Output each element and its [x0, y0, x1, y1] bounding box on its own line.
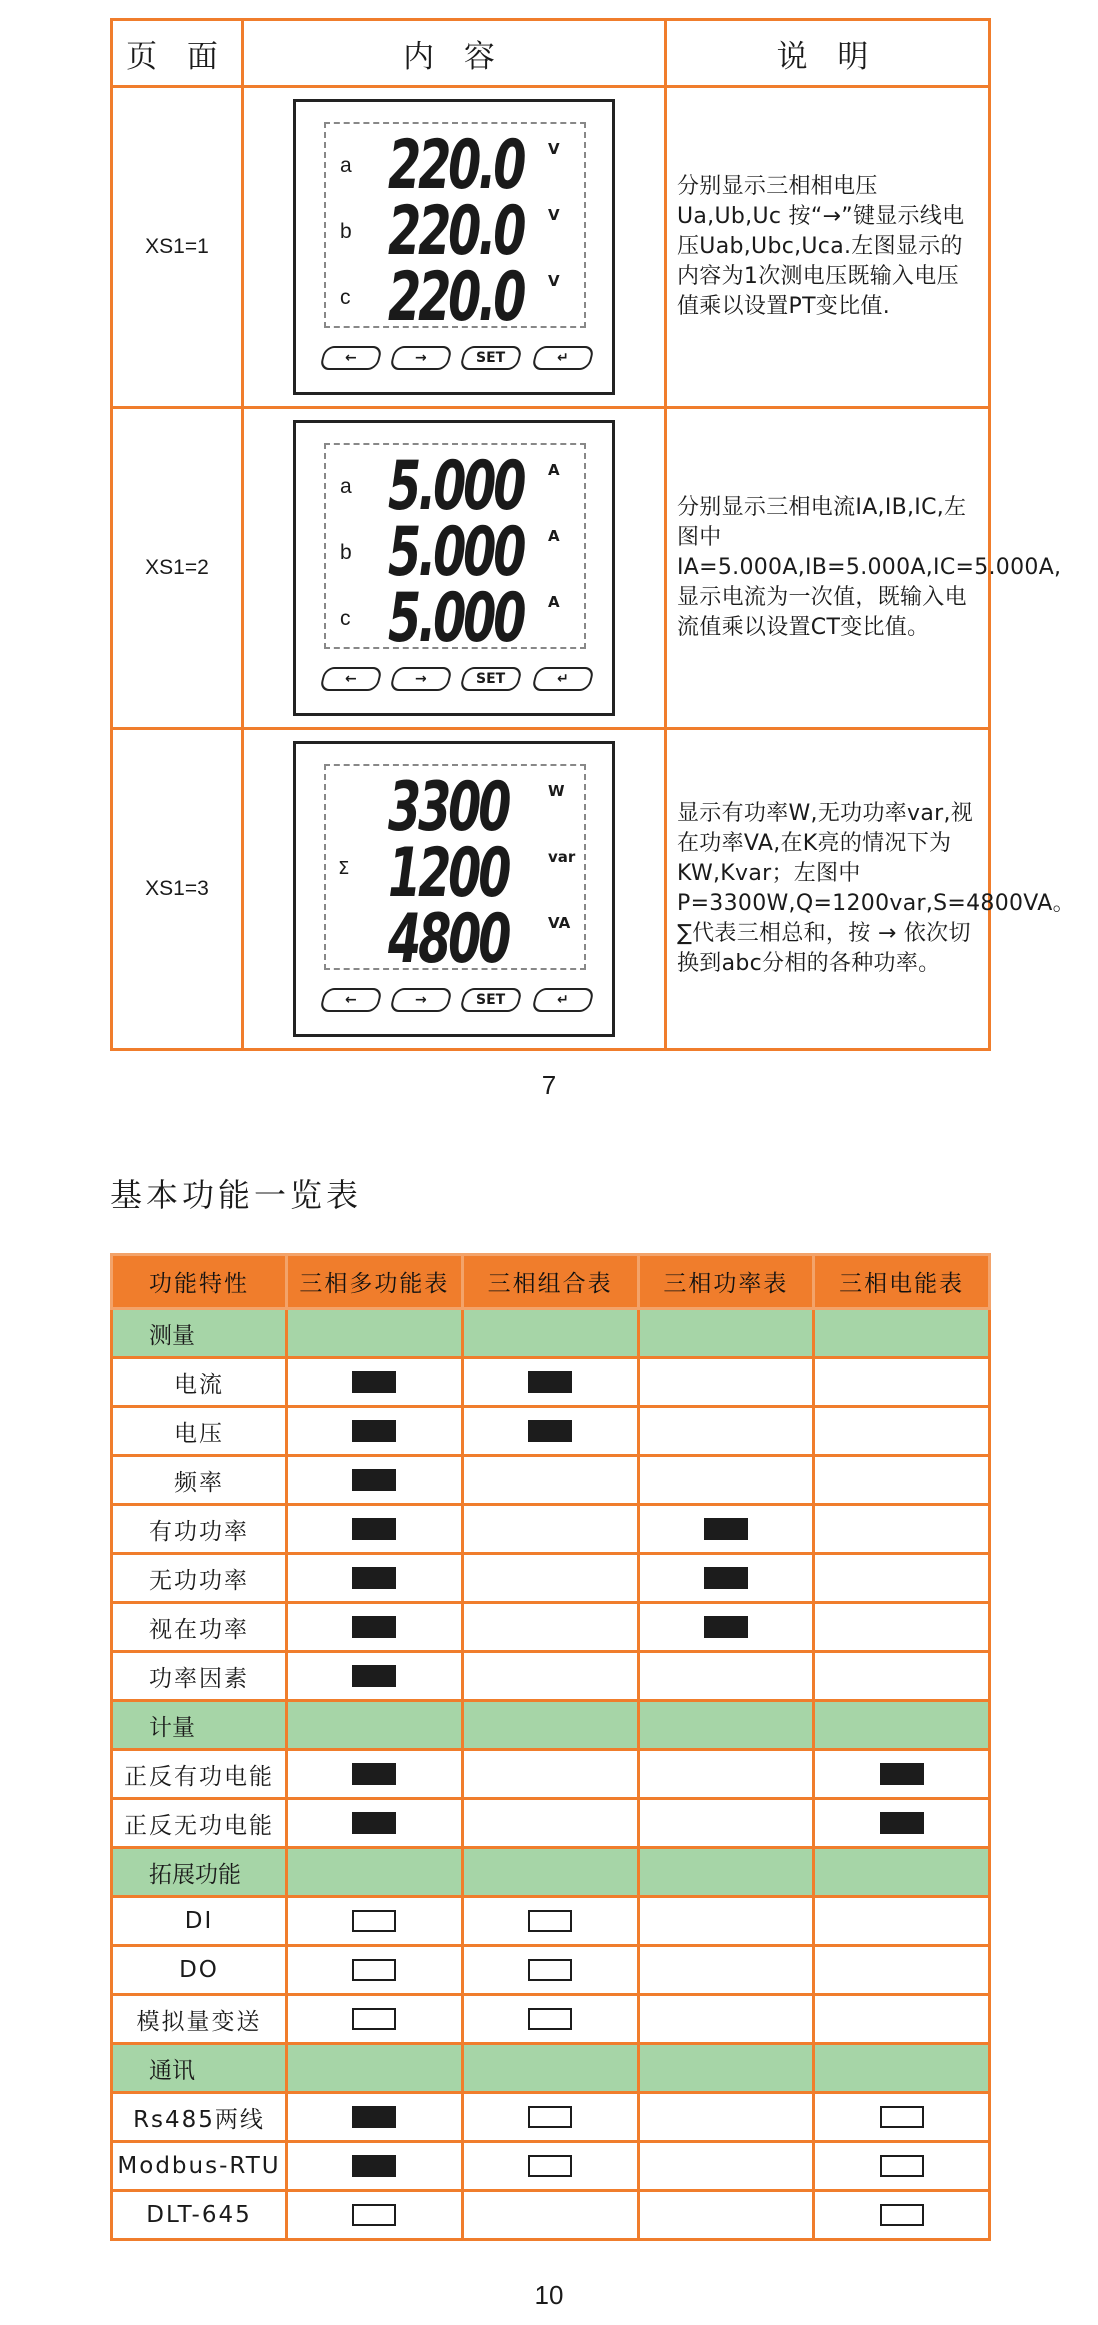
lcd-value: 4800: [388, 900, 509, 979]
display-page-row: [112, 729, 990, 1050]
meter-illustration: [293, 420, 615, 716]
feature-name: 模拟量变送: [112, 1995, 287, 2044]
support-cell: [814, 1603, 990, 1652]
standard-feature-mark: [704, 1567, 748, 1589]
lcd-unit: A: [548, 593, 560, 611]
support-cell: [462, 2191, 638, 2240]
support-cell: [462, 1505, 638, 1554]
feature-name: DLT-645: [112, 2191, 287, 2240]
support-cell: [462, 1750, 638, 1799]
set-key: [459, 346, 523, 370]
optional-feature-mark: [880, 2204, 924, 2226]
lcd-unit: V: [548, 140, 560, 158]
category-cell: [287, 1701, 463, 1750]
feature-name: Modbus-RTU: [112, 2142, 287, 2191]
feature-name: 无功功率: [112, 1554, 287, 1603]
standard-feature-mark: [352, 1616, 396, 1638]
feature-row: [112, 1554, 990, 1603]
support-cell: [638, 2093, 814, 2142]
support-cell: [287, 1554, 463, 1603]
optional-feature-mark: [528, 2155, 572, 2177]
support-cell: [287, 1897, 463, 1946]
support-cell: [638, 1358, 814, 1407]
standard-feature-mark: [352, 1371, 396, 1393]
category-cell: [814, 1309, 990, 1358]
feature-row: [112, 1897, 990, 1946]
support-cell: [462, 2093, 638, 2142]
category-label: 拓展功能: [112, 1848, 287, 1897]
support-cell: [287, 2093, 463, 2142]
support-cell: [287, 2142, 463, 2191]
content-cell: [243, 408, 666, 729]
lcd-value: 220.0: [388, 258, 524, 337]
optional-feature-mark: [528, 2008, 572, 2030]
feature-row: [112, 2191, 990, 2240]
support-cell: [287, 1995, 463, 2044]
feature-row: [112, 1946, 990, 1995]
lcd-value: 3300: [388, 768, 509, 847]
header-row: [112, 20, 990, 87]
lcd-value: 5.000: [388, 447, 524, 526]
phase-letter: b: [340, 220, 352, 243]
category-row: [112, 1309, 990, 1358]
lcd-unit: V: [548, 272, 560, 290]
category-row: [112, 1701, 990, 1750]
features-header-cell: 三相多功能表: [287, 1255, 463, 1309]
feature-row: [112, 1750, 990, 1799]
lcd-value: 220.0: [388, 192, 524, 271]
left-arrow-key-label: ←: [345, 350, 357, 366]
set-key-label: SET: [476, 350, 506, 366]
enter-key-label: ↵: [557, 350, 569, 366]
meter-illustration: [293, 99, 615, 395]
description: 分别显示三相电流IA,IB,IC,左图中IA=5.000A,IB=5.000A,IC=5.000A,显示电流为一次值，既输入电流值乘以设置CT变比值。: [666, 408, 990, 729]
lcd-line: [326, 513, 584, 592]
description: 显示有功率W,无功功率var,视在功率VA,在K亮的情况下为KW,Kvar；左图中P=3300W,Q=1200var,S=4800VA。∑代表三相总和，按 → 依次切换到abc分相的各种功率。: [666, 729, 990, 1050]
category-cell: [287, 2044, 463, 2093]
lcd-unit: VA: [548, 914, 571, 932]
support-cell: [462, 1554, 638, 1603]
optional-feature-mark: [352, 2204, 396, 2226]
page-number: 7: [541, 1070, 557, 1100]
left-arrow-key-label: ←: [345, 671, 357, 687]
lcd-line: [326, 447, 584, 526]
set-key: [459, 667, 523, 691]
display-page-row: [112, 408, 990, 729]
feature-name: Rs485两线: [112, 2093, 287, 2142]
support-cell: [814, 1505, 990, 1554]
support-cell: [462, 1407, 638, 1456]
category-cell: [638, 1701, 814, 1750]
features-title: 基本功能一览表: [110, 1176, 363, 1214]
set-key: [459, 988, 523, 1012]
standard-feature-mark: [352, 1420, 396, 1442]
feature-row: [112, 1456, 990, 1505]
category-cell: [287, 1848, 463, 1897]
support-cell: [287, 2191, 463, 2240]
lcd-unit: A: [548, 461, 560, 479]
right-arrow-key: [389, 346, 453, 370]
optional-feature-mark: [528, 2106, 572, 2128]
right-arrow-key: [389, 667, 453, 691]
feature-row: [112, 1505, 990, 1554]
lcd-unit: W: [548, 782, 565, 800]
lcd-line: [326, 834, 584, 913]
support-cell: [462, 1456, 638, 1505]
right-arrow-key: [389, 988, 453, 1012]
support-cell: [462, 2142, 638, 2191]
support-cell: [638, 1505, 814, 1554]
standard-feature-mark: [352, 1469, 396, 1491]
category-row: [112, 2044, 990, 2093]
support-cell: [462, 1652, 638, 1701]
support-cell: [638, 1652, 814, 1701]
lcd-line: [326, 258, 584, 337]
key-row: [322, 988, 592, 1016]
feature-name: DI: [112, 1897, 287, 1946]
standard-feature-mark: [880, 1763, 924, 1785]
support-cell: [814, 1407, 990, 1456]
support-cell: [638, 1897, 814, 1946]
lcd-line: [326, 579, 584, 658]
support-cell: [462, 1897, 638, 1946]
optional-feature-mark: [528, 1910, 572, 1932]
right-arrow-key-label: →: [415, 350, 427, 366]
optional-feature-mark: [352, 1959, 396, 1981]
support-cell: [287, 1652, 463, 1701]
enter-key: [531, 346, 595, 370]
support-cell: [814, 2191, 990, 2240]
lcd-screen: [324, 764, 586, 979]
key-row: [322, 667, 592, 695]
lcd-unit: V: [548, 206, 560, 224]
standard-feature-mark: [704, 1518, 748, 1540]
display-pages-table: [110, 18, 1075, 1051]
feature-name: 功率因素: [112, 1652, 287, 1701]
support-cell: [638, 1750, 814, 1799]
content-cell: [243, 729, 666, 1050]
support-cell: [814, 1995, 990, 2044]
enter-key-label: ↵: [557, 992, 569, 1008]
feature-row: [112, 1603, 990, 1652]
enter-key: [531, 667, 595, 691]
display-page-row: [112, 87, 990, 408]
optional-feature-mark: [528, 1959, 572, 1981]
features-header-cell: 功能特性: [112, 1255, 287, 1309]
content-cell: [243, 87, 666, 408]
category-cell: [814, 2044, 990, 2093]
standard-feature-mark: [352, 1763, 396, 1785]
set-key-label: SET: [476, 992, 506, 1008]
key-row: [322, 346, 592, 374]
left-arrow-key: [319, 988, 383, 1012]
phase-letter: c: [340, 286, 351, 309]
feature-name: 频率: [112, 1456, 287, 1505]
feature-name: 正反有功电能: [112, 1750, 287, 1799]
lcd-line: [326, 900, 584, 979]
feature-name: 正反无功电能: [112, 1799, 287, 1848]
right-arrow-key-label: →: [415, 992, 427, 1008]
standard-feature-mark: [528, 1371, 572, 1393]
category-cell: [638, 1848, 814, 1897]
category-cell: [814, 1848, 990, 1897]
support-cell: [287, 1358, 463, 1407]
page-label: XS1=1: [112, 87, 243, 408]
support-cell: [814, 1456, 990, 1505]
lcd-unit: var: [548, 848, 576, 866]
description: 分别显示三相相电压Ua,Ub,Uc 按“→”键显示线电压Uab,Ubc,Uca.左图显示的内容为1次测电压既输入电压值乘以设置PT变比值.: [666, 87, 990, 408]
support-cell: [814, 1750, 990, 1799]
meter-illustration: [293, 741, 615, 1037]
feature-name: 有功功率: [112, 1505, 287, 1554]
lcd-value: 220.0: [388, 126, 524, 205]
enter-key-label: ↵: [557, 671, 569, 687]
support-cell: [638, 2191, 814, 2240]
optional-feature-mark: [880, 2106, 924, 2128]
support-cell: [287, 1407, 463, 1456]
left-arrow-key: [319, 667, 383, 691]
category-label: 通讯: [112, 2044, 287, 2093]
optional-feature-mark: [880, 2155, 924, 2177]
feature-row: [112, 1358, 990, 1407]
support-cell: [462, 1995, 638, 2044]
feature-name: DO: [112, 1946, 287, 1995]
phase-letter: b: [340, 541, 352, 564]
support-cell: [287, 1603, 463, 1652]
category-cell: [287, 1309, 463, 1358]
category-label: 测量: [112, 1309, 287, 1358]
category-cell: [814, 1701, 990, 1750]
support-cell: [638, 1554, 814, 1603]
support-cell: [638, 2142, 814, 2191]
support-cell: [287, 1505, 463, 1554]
header-page: 页 面: [112, 20, 243, 87]
standard-feature-mark: [352, 1812, 396, 1834]
optional-feature-mark: [352, 1910, 396, 1932]
lcd-value: 5.000: [388, 513, 524, 592]
standard-feature-mark: [352, 2155, 396, 2177]
support-cell: [814, 1946, 990, 1995]
enter-key: [531, 988, 595, 1012]
lcd-value: 1200: [388, 834, 509, 913]
support-cell: [638, 1603, 814, 1652]
left-arrow-key-label: ←: [345, 992, 357, 1008]
features-header-cell: 三相功率表: [638, 1255, 814, 1309]
lcd-value: 5.000: [388, 579, 524, 658]
standard-feature-mark: [352, 2106, 396, 2128]
category-cell: [638, 1309, 814, 1358]
page-label: XS1=2: [112, 408, 243, 729]
category-cell: [462, 2044, 638, 2093]
category-label: 计量: [112, 1701, 287, 1750]
support-cell: [638, 1995, 814, 2044]
lcd-screen: [324, 122, 586, 337]
support-cell: [287, 1750, 463, 1799]
support-cell: [814, 1554, 990, 1603]
phase-letter: a: [340, 154, 352, 177]
support-cell: [638, 1456, 814, 1505]
support-cell: [814, 2093, 990, 2142]
support-cell: [287, 1456, 463, 1505]
features-table: [110, 1253, 991, 2241]
support-cell: [638, 1799, 814, 1848]
category-cell: [462, 1701, 638, 1750]
support-cell: [462, 1799, 638, 1848]
support-cell: [814, 1897, 990, 1946]
standard-feature-mark: [528, 1420, 572, 1442]
page-label: XS1=3: [112, 729, 243, 1050]
standard-feature-mark: [880, 1812, 924, 1834]
support-cell: [814, 1358, 990, 1407]
feature-row: [112, 2142, 990, 2191]
standard-feature-mark: [352, 1518, 396, 1540]
support-cell: [287, 1799, 463, 1848]
phase-letter: c: [340, 607, 351, 630]
feature-name: 电流: [112, 1358, 287, 1407]
lcd-line: [326, 768, 584, 847]
header-description: 说 明: [666, 20, 990, 87]
phase-letter: a: [340, 475, 352, 498]
page-number: 10: [534, 2280, 564, 2310]
features-header-row: [112, 1255, 990, 1309]
feature-row: [112, 1407, 990, 1456]
features-header-cell: 三相组合表: [462, 1255, 638, 1309]
support-cell: [462, 1358, 638, 1407]
standard-feature-mark: [352, 1665, 396, 1687]
left-arrow-key: [319, 346, 383, 370]
support-cell: [814, 1652, 990, 1701]
lcd-unit: A: [548, 527, 560, 545]
support-cell: [814, 1799, 990, 1848]
category-cell: [638, 2044, 814, 2093]
category-cell: [462, 1848, 638, 1897]
lcd-line: [326, 126, 584, 205]
lcd-line: [326, 192, 584, 271]
sigma-symbol: Σ: [338, 858, 350, 879]
optional-feature-mark: [352, 2008, 396, 2030]
feature-row: [112, 2093, 990, 2142]
feature-name: 电压: [112, 1407, 287, 1456]
feature-row: [112, 1995, 990, 2044]
feature-name: 视在功率: [112, 1603, 287, 1652]
header-content: 内 容: [243, 20, 666, 87]
category-row: [112, 1848, 990, 1897]
standard-feature-mark: [352, 1567, 396, 1589]
standard-feature-mark: [704, 1616, 748, 1638]
feature-row: [112, 1799, 990, 1848]
right-arrow-key-label: →: [415, 671, 427, 687]
feature-row: [112, 1652, 990, 1701]
support-cell: [638, 1946, 814, 1995]
support-cell: [462, 1946, 638, 1995]
features-header-cell: 三相电能表: [814, 1255, 990, 1309]
category-cell: [462, 1309, 638, 1358]
support-cell: [462, 1603, 638, 1652]
set-key-label: SET: [476, 671, 506, 687]
support-cell: [638, 1407, 814, 1456]
support-cell: [287, 1946, 463, 1995]
lcd-screen: [324, 443, 586, 658]
support-cell: [814, 2142, 990, 2191]
